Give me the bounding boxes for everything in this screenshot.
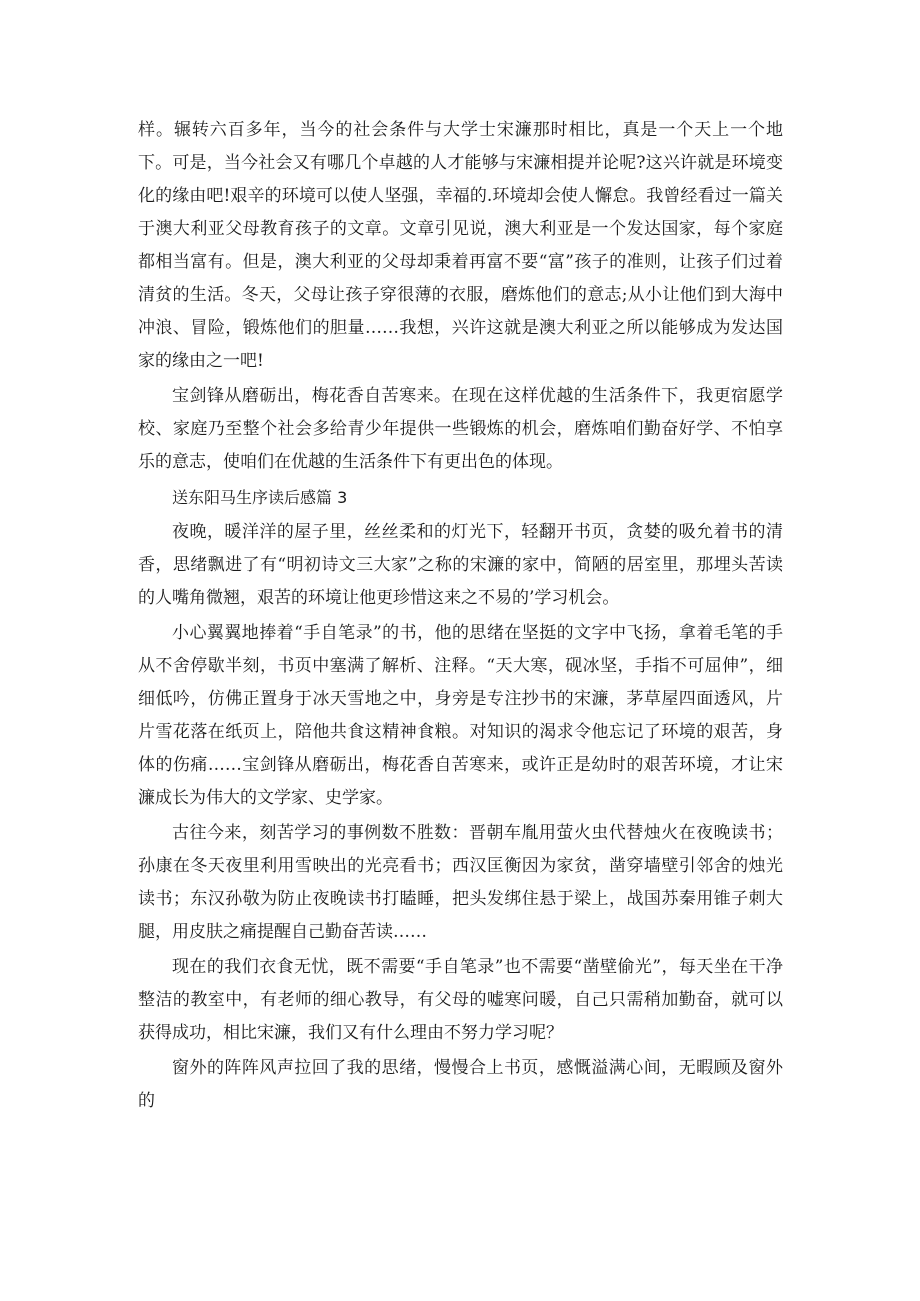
paragraph-continued: 样。辗转六百多年，当今的社会条件与大学士宋濂那时相比，真是一个天上一个地下。可是，当今社会又有哪几个卓越的人才能够与宋濂相提并论呢?这兴许就是环境变化的缘由吧!艰辛的环境可以使人坚强，幸福的.环境却会使人懈怠。我曾经看过一篇关于澳大利亚父母教育孩子的文章。文章引见说，澳大利亚是一个发达国家，每个家庭都相当富有。但是，澳大利亚的父母却秉着再富不要“富”孩子的准则，让孩子们过着清贫的生活。冬天，父母让孩子穿很薄的衣服，磨炼他们的意志;从小让他们到大海中冲浪、冒险，锻炼他们的胆量……我想，兴许这就是澳大利亚之所以能够成为发达国家的缘由之一吧! [138, 120, 783, 371]
document-body [138, 114, 783, 1120]
paragraph: 古往今来，刻苦学习的事例数不胜数：晋朝车胤用萤火虫代替烛火在夜晚读书；孙康在冬天夜里利用雪映出的光亮看书；西汉匡衡因为家贫，凿穿墙壁引邻舍的烛光读书；东汉孙敬为防止夜晚读书打瞌睡，把头发绑住悬于梁上，战国苏秦用锥子刺大腿，用皮肤之痛提醒自己勤奋苦读…… [138, 823, 783, 942]
paragraph: 现在的我们衣食无忧，既不需要“手自笔录”也不需要“凿壁偷光”，每天坐在干净整洁的教室中，有老师的细心教导，有父母的嘘寒问暖，自己只需稍加勤奋，就可以获得成功，相比宋濂，我们又有什么理由不努力学习呢？ [138, 957, 783, 1043]
paragraph: 宝剑锋从磨砺出，梅花香自苦寒来。在现在这样优越的生活条件下，我更宿愿学校、家庭乃至整个社会多给青少年提供一些锻炼的机会，磨炼咱们勤奋好学、不怕享乐的意志，使咱们在优越的生活条件下有更出色的体现。 [138, 386, 783, 472]
paragraph: 小心翼翼地捧着“手自笔录”的书，他的思绪在坚挺的文字中飞扬，拿着毛笔的手从不舍停歇半刻，书页中塞满了解析、注释。“天大寒，砚冰坚，手指不可屈伸”，细细低吟，仿佛正置身于冰天雪地之中，身旁是专注抄书的宋濂，茅草屋四面透风，片片雪花落在纸页上，陪他共食这精神食粮。对知识的渴求令他忘记了环境的艰苦，身体的伤痛……宝剑锋从磨砺出，梅花香自苦寒来，或许正是幼时的艰苦环境，才让宋濂成长为伟大的文学家、史学家。 [138, 623, 783, 808]
section-heading: 送东阳马生序读后感篇 3 [172, 488, 348, 507]
paragraph: 窗外的阵阵风声拉回了我的思绪，慢慢合上书页，感慨溢满心间，无暇顾及窗外的 [138, 1058, 783, 1111]
paragraph: 夜晚，暖洋洋的屋子里，丝丝柔和的灯光下，轻翻开书页，贪婪的吸允着书的清香，思绪飘进了有“明初诗文三大家”之称的宋濂的家中，简陋的居室里，那埋头苦读的人嘴角微翘，艰苦的环境让他更珍惜这来之不易的’学习机会。 [138, 522, 783, 608]
